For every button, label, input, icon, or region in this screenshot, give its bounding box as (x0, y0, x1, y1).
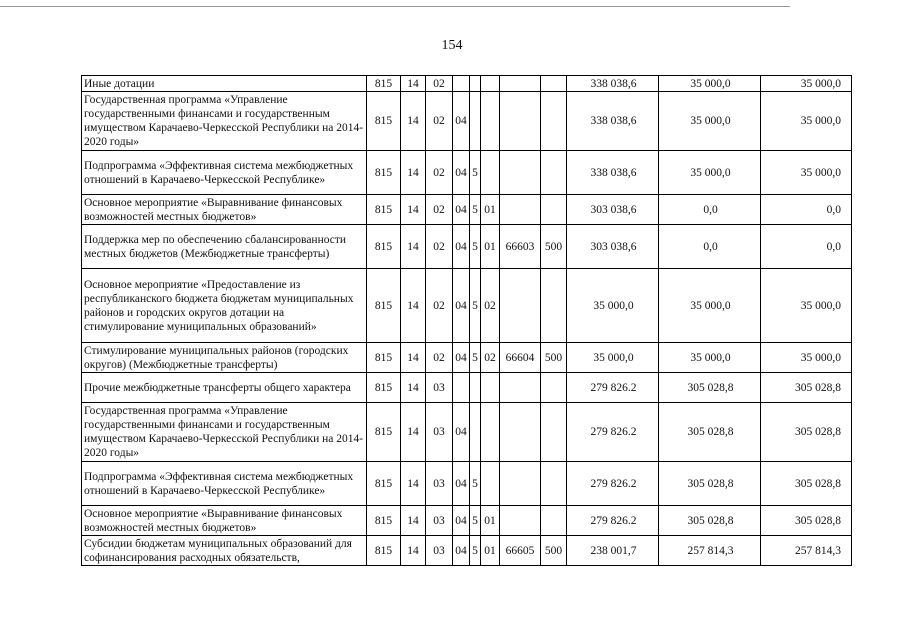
code-subprogram (470, 403, 481, 462)
code-subsection: 02 (426, 92, 453, 151)
amount-2: 0,0 (659, 195, 761, 225)
table-row (82, 373, 852, 403)
code-measure: 01 (481, 195, 500, 225)
amount-2: 305 028,8 (659, 506, 761, 536)
budget-table (81, 75, 852, 566)
code-expense-type (541, 151, 567, 195)
code-subsection: 03 (426, 403, 453, 462)
code-program: 04 (453, 92, 470, 151)
amount-3: 0,0 (761, 225, 852, 269)
code-section: 14 (401, 195, 426, 225)
table-row (82, 76, 852, 92)
code-admin: 815 (367, 151, 401, 195)
code-program: 04 (453, 462, 470, 506)
code-section: 14 (401, 462, 426, 506)
amount-2: 305 028,8 (659, 373, 761, 403)
code-subprogram (470, 92, 481, 151)
row-name: Иные дотации (82, 76, 367, 92)
code-subsection: 03 (426, 506, 453, 536)
amount-1: 279 826.2 (567, 462, 659, 506)
table-row (82, 506, 852, 536)
code-admin: 815 (367, 462, 401, 506)
code-direction: 66605 (500, 536, 541, 566)
code-subprogram: 5 (470, 506, 481, 536)
code-direction (500, 403, 541, 462)
table-row (82, 403, 852, 462)
code-direction (500, 92, 541, 151)
code-subprogram: 5 (470, 195, 481, 225)
page-number: 154 (441, 38, 463, 53)
amount-2: 35 000,0 (659, 76, 761, 92)
code-direction (500, 373, 541, 403)
code-section: 14 (401, 225, 426, 269)
amount-3: 257 814,3 (761, 536, 852, 566)
code-section: 14 (401, 269, 426, 343)
amount-1: 238 001,7 (567, 536, 659, 566)
row-name: Прочие межбюджетные трансферты общего характера (82, 373, 367, 403)
table-row (82, 225, 852, 269)
amount-3: 35 000,0 (761, 92, 852, 151)
table-row (82, 151, 852, 195)
code-subprogram: 5 (470, 225, 481, 269)
top-rule (0, 6, 790, 7)
code-program: 04 (453, 536, 470, 566)
code-subsection: 03 (426, 536, 453, 566)
code-expense-type (541, 506, 567, 536)
code-measure (481, 76, 500, 92)
code-measure (481, 403, 500, 462)
code-admin: 815 (367, 343, 401, 373)
code-subsection: 02 (426, 225, 453, 269)
code-section: 14 (401, 76, 426, 92)
code-direction (500, 76, 541, 92)
code-subsection: 02 (426, 269, 453, 343)
code-section: 14 (401, 343, 426, 373)
code-program: 04 (453, 269, 470, 343)
row-name: Государственная программа «Управление государственными финансами и государственным имуществом Карачаево-Черкесской Республики на 2014-2020 годы» (82, 92, 367, 151)
code-section: 14 (401, 151, 426, 195)
code-section: 14 (401, 403, 426, 462)
code-direction (500, 151, 541, 195)
table-row (82, 343, 852, 373)
row-name: Поддержка мер по обеспечению сбалансированности местных бюджетов (Межбюджетные трансферты) (82, 225, 367, 269)
code-direction (500, 195, 541, 225)
code-measure: 01 (481, 225, 500, 269)
amount-2: 35 000,0 (659, 343, 761, 373)
code-program: 04 (453, 195, 470, 225)
table-row (82, 536, 852, 566)
code-expense-type (541, 76, 567, 92)
code-admin: 815 (367, 403, 401, 462)
code-subsection: 02 (426, 76, 453, 92)
code-direction (500, 269, 541, 343)
row-name: Подпрограмма «Эффективная система межбюджетных отношений в Карачаево-Черкесской Республике» (82, 462, 367, 506)
code-program: 04 (453, 403, 470, 462)
code-subprogram: 5 (470, 462, 481, 506)
code-expense-type (541, 462, 567, 506)
amount-2: 305 028,8 (659, 403, 761, 462)
code-program: 04 (453, 343, 470, 373)
code-program (453, 373, 470, 403)
code-section: 14 (401, 506, 426, 536)
code-section: 14 (401, 536, 426, 566)
code-subprogram (470, 373, 481, 403)
code-section: 14 (401, 373, 426, 403)
amount-1: 338 038,6 (567, 92, 659, 151)
code-admin: 815 (367, 373, 401, 403)
code-direction: 66603 (500, 225, 541, 269)
code-subsection: 03 (426, 462, 453, 506)
code-program (453, 76, 470, 92)
code-admin: 815 (367, 76, 401, 92)
code-measure: 02 (481, 269, 500, 343)
amount-2: 305 028,8 (659, 462, 761, 506)
amount-1: 279 826.2 (567, 506, 659, 536)
code-expense-type (541, 269, 567, 343)
code-expense-type: 500 (541, 343, 567, 373)
amount-3: 305 028,8 (761, 373, 852, 403)
amount-3: 305 028,8 (761, 403, 852, 462)
row-name: Подпрограмма «Эффективная система межбюджетных отношений в Карачаево-Черкесской Республике» (82, 151, 367, 195)
code-measure (481, 151, 500, 195)
amount-2: 35 000,0 (659, 92, 761, 151)
amount-3: 305 028,8 (761, 506, 852, 536)
amount-3: 35 000,0 (761, 343, 852, 373)
amount-1: 338 038,6 (567, 151, 659, 195)
table-row (82, 462, 852, 506)
amount-2: 257 814,3 (659, 536, 761, 566)
amount-3: 35 000,0 (761, 76, 852, 92)
amount-1: 338 038,6 (567, 76, 659, 92)
code-measure (481, 373, 500, 403)
code-expense-type (541, 195, 567, 225)
code-section: 14 (401, 92, 426, 151)
code-subprogram: 5 (470, 269, 481, 343)
code-admin: 815 (367, 506, 401, 536)
code-expense-type (541, 403, 567, 462)
row-name: Основное мероприятие «Выравнивание финансовых возможностей местных бюджетов» (82, 506, 367, 536)
amount-3: 0,0 (761, 195, 852, 225)
table-row (82, 269, 852, 343)
code-program: 04 (453, 225, 470, 269)
code-admin: 815 (367, 269, 401, 343)
amount-1: 279 826.2 (567, 403, 659, 462)
row-name: Основное мероприятие «Выравнивание финансовых возможностей местных бюджетов» (82, 195, 367, 225)
code-admin: 815 (367, 92, 401, 151)
amount-2: 35 000,0 (659, 151, 761, 195)
code-subsection: 02 (426, 195, 453, 225)
code-direction (500, 506, 541, 536)
code-program: 04 (453, 506, 470, 536)
code-subprogram: 5 (470, 151, 481, 195)
row-name: Субсидии бюджетам муниципальных образований для софинансирования расходных обязательств, (82, 536, 367, 566)
amount-3: 305 028,8 (761, 462, 852, 506)
code-measure (481, 92, 500, 151)
code-admin: 815 (367, 536, 401, 566)
table-row (82, 92, 852, 151)
code-expense-type (541, 373, 567, 403)
amount-1: 303 038,6 (567, 225, 659, 269)
code-direction (500, 462, 541, 506)
amount-1: 279 826.2 (567, 373, 659, 403)
code-program: 04 (453, 151, 470, 195)
table-body (82, 76, 852, 566)
code-direction: 66604 (500, 343, 541, 373)
code-measure: 01 (481, 506, 500, 536)
amount-2: 0,0 (659, 225, 761, 269)
row-name: Основное мероприятие «Предоставление из республиканского бюджета бюджетам муниципальных районов и городских округов дотации на стимулирование муниципальных образований» (82, 269, 367, 343)
amount-1: 303 038,6 (567, 195, 659, 225)
row-name: Государственная программа «Управление государственными финансами и государственным имуществом Карачаево-Черкесской Республики на 2014-2020 годы» (82, 403, 367, 462)
code-expense-type (541, 92, 567, 151)
code-admin: 815 (367, 225, 401, 269)
code-subsection: 02 (426, 151, 453, 195)
code-measure: 01 (481, 536, 500, 566)
code-measure (481, 462, 500, 506)
code-subprogram: 5 (470, 536, 481, 566)
amount-3: 35 000,0 (761, 269, 852, 343)
code-expense-type: 500 (541, 536, 567, 566)
code-admin: 815 (367, 195, 401, 225)
amount-1: 35 000,0 (567, 343, 659, 373)
code-subprogram (470, 76, 481, 92)
amount-2: 35 000,0 (659, 269, 761, 343)
amount-3: 35 000,0 (761, 151, 852, 195)
code-expense-type: 500 (541, 225, 567, 269)
code-subsection: 03 (426, 373, 453, 403)
row-name: Стимулирование муниципальных районов (городских округов) (Межбюджетные трансферты) (82, 343, 367, 373)
code-subsection: 02 (426, 343, 453, 373)
code-measure: 02 (481, 343, 500, 373)
table-row (82, 195, 852, 225)
amount-1: 35 000,0 (567, 269, 659, 343)
code-subprogram: 5 (470, 343, 481, 373)
